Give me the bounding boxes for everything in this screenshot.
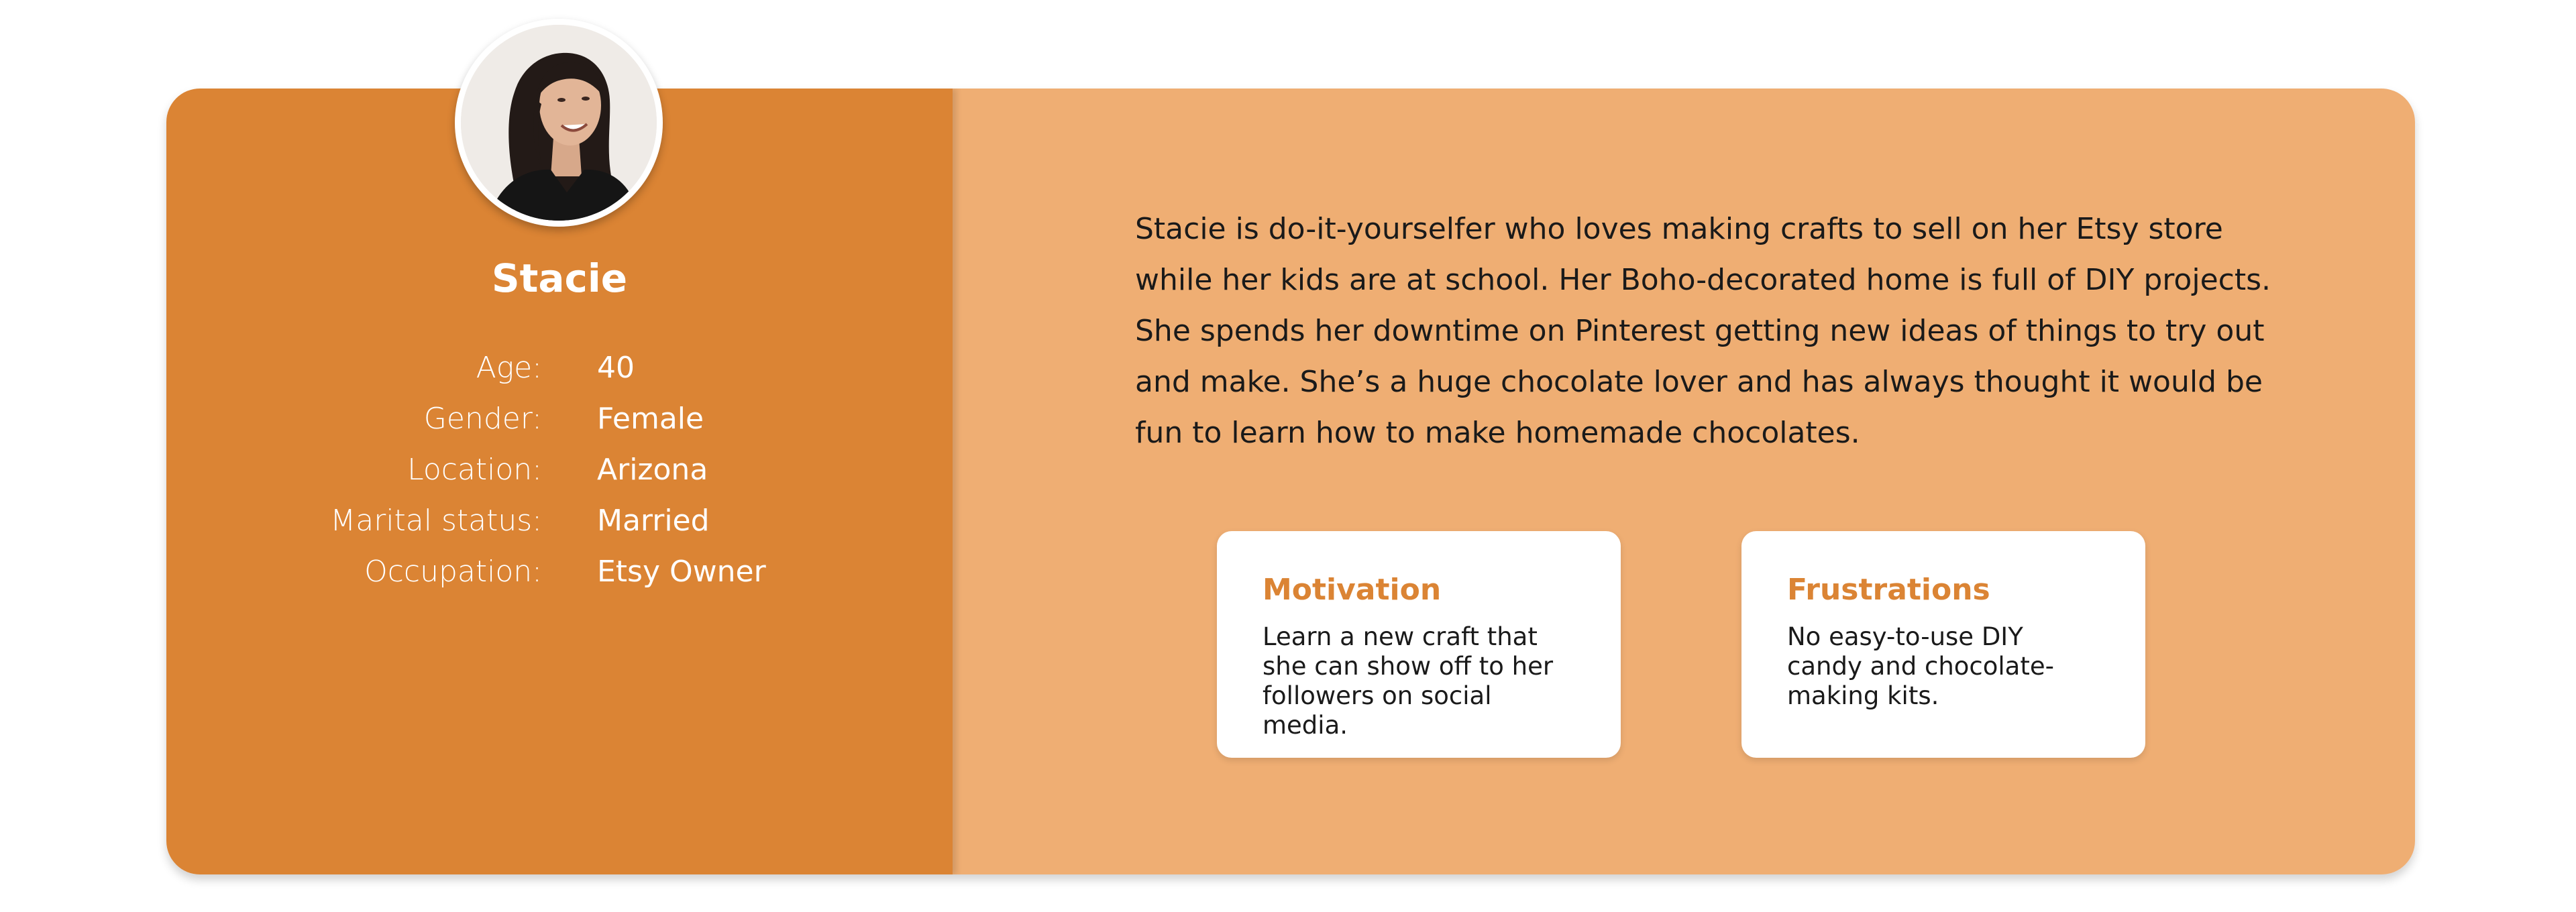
detail-value: Arizona [597,452,708,487]
detail-value: Etsy Owner [597,554,766,589]
detail-label: Occupation: [364,554,542,589]
persona-photo-icon [461,25,657,221]
persona-name: Stacie [491,255,628,301]
detail-row-marital-status [166,495,953,546]
avatar [455,19,663,227]
detail-label: Gender: [423,401,542,436]
detail-label: Marital status: [330,503,542,538]
motivation-card [1217,531,1621,758]
persona-bio: Stacie is do-it-yourselfer who loves making crafts to sell on her Etsy store while her kids are at school. Her Boho-decorated home is full of DIY projects. She spends her downtime on Pinterest getting new ideas of things to try out and make. She’s a huge chocolate lover and has always thought it would be fun to learn how to make homemade chocolates. [1135,212,2271,450]
detail-row-location [166,444,953,495]
frustrations-text: No easy-to-use DIY candy and chocolate-making kits. [1787,622,2054,710]
detail-row-occupation [166,546,953,597]
motivation-title: Motivation [1263,573,1442,607]
detail-value: Married [597,503,710,538]
detail-row-age [166,342,953,393]
detail-value: Female [597,401,704,436]
frustrations-title: Frustrations [1787,573,1990,607]
motivation-text: Learn a new craft that she can show off to her followers on social media. [1263,622,1554,740]
persona-details [166,342,953,597]
detail-row-gender [166,393,953,444]
detail-value: 40 [597,350,635,385]
frustrations-card [1741,531,2145,758]
detail-label: Age: [476,350,542,385]
detail-label: Location: [407,452,542,487]
